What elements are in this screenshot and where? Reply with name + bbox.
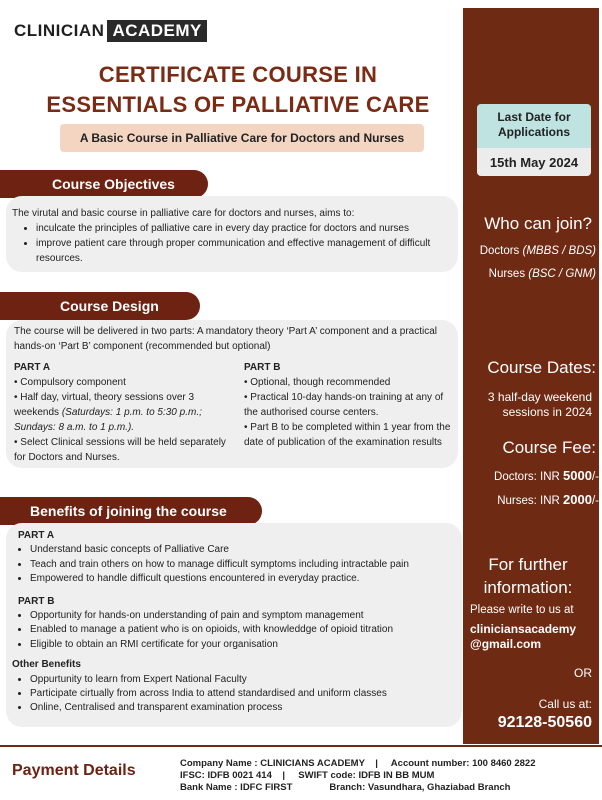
design-intro: The course will be delivered in two parts: A mandatory theory ‘Part A’ component and a practical hands-on ‘Part B’ component (recommended but optional)	[14, 326, 437, 352]
email-link[interactable]: cliniciansacademy @gmail.com	[470, 622, 577, 651]
logo-text-academy: ACADEMY	[107, 20, 206, 42]
page-title	[14, 60, 462, 120]
who-nurses-label: Nurses	[488, 268, 529, 280]
design-part-a-item: Half day, virtual, theory sessions over 3 weekends	[14, 392, 195, 418]
fee-doctors-amount: 5000	[563, 468, 592, 483]
benefits-part-b-title: PART B	[18, 595, 55, 607]
who-heading: Who can join?	[484, 214, 592, 233]
who-nurses	[466, 268, 596, 280]
payment-line-2: IFSC: IDFB 0021 414 | SWIFT code: IDFB IN BB MUM	[180, 770, 435, 781]
benefits-content	[12, 529, 458, 716]
payment-line-1: Company Name : CLINICIANS ACADEMY | Account number: 100 8460 2822	[180, 758, 536, 769]
benefit-item: • Eligible to obtain an RMI certificate for your organisation	[30, 638, 458, 652]
logo	[14, 20, 207, 42]
or-text: OR	[574, 666, 592, 680]
objectives-intro: The virutal and basic course in palliative care for doctors and nurses, aims to:	[12, 208, 355, 219]
write-text: Please write to us at	[470, 604, 574, 616]
fee-doctors-suffix: /-	[591, 471, 599, 483]
payment-info	[180, 758, 535, 794]
title-line-2: ESSENTIALS OF PALLIATIVE CARE	[46, 92, 430, 117]
benefit-item: • Participate cirtually from across India to attend standardised and uniform classes	[30, 687, 458, 701]
fee-nurses-suffix: /-	[591, 495, 599, 507]
objectives-content	[12, 206, 452, 266]
objective-item: • inculcate the principles of palliative care in every day practice for doctors and nurses	[36, 221, 452, 236]
design-part-b-item: Practical 10-day hands-on training at any of the authorised course centers.	[244, 392, 444, 418]
benefit-item: • Online, Centralised and transparent examination process	[30, 701, 458, 715]
deadline-date: 15th May 2024	[477, 148, 591, 176]
benefit-item: • Oppurtunity to learn from Expert National Faculty	[30, 673, 458, 687]
benefit-item: • Opportunity for hands-on understanding of pain and symptom management	[30, 609, 458, 623]
dates-text: 3 half-day weekend sessions in 2024	[487, 390, 592, 419]
deadline-box	[477, 104, 591, 176]
footer-divider	[0, 745, 602, 747]
dates-heading: Course Dates:	[487, 358, 596, 377]
fee-nurses-amount: 2000	[563, 492, 592, 507]
benefits-heading: Benefits of joining the course	[0, 497, 262, 525]
deadline-label: Last Date for Applications	[477, 104, 591, 148]
subtitle-banner: A Basic Course in Palliative Care for Doctors and Nurses	[60, 124, 424, 152]
payment-heading: Payment Details	[12, 762, 136, 779]
design-part-a: PART A • Compulsory component • Half day, virtual, theory sessions over 3 weekends (Saturdays: 1 p.m. to 5:30 p.m.; Sundays: 8 a.m. to 1 p.m.). • Select Clinical sessions will be held separately for Doctors and Nurses.	[14, 360, 236, 465]
call-text: Call us at:	[538, 697, 592, 711]
design-part-a-title: PART A	[14, 362, 51, 373]
payment-line-3: Bank Name : IDFC FIRST Branch: Vasundhara, Ghaziabad Branch	[180, 782, 511, 793]
who-doctors-label: Doctors	[479, 245, 523, 257]
benefit-item: • Enabled to manage a patient who is on opioids, with knowleddge of opioid titration	[30, 623, 458, 637]
fee-nurses	[466, 492, 599, 507]
design-part-b-title: PART B	[244, 362, 281, 373]
design-part-b: PART B • Optional, though recommended • Practical 10-day hands-on training at any of the authorised course centers. • Part B to be completed within 1 year from the date of publication of the examination results	[244, 360, 454, 450]
objectives-heading: Course Objectives	[0, 170, 208, 198]
design-part-b-item: Part B to be completed within 1 year from the date of publication of the examination results	[244, 422, 451, 448]
who-nurses-qual: (BSC / GNM)	[528, 268, 596, 280]
who-doctors	[466, 245, 596, 257]
benefit-item: • Teach and train others on how to manage difficult symptoms including intractable pain	[30, 558, 458, 572]
design-part-b-item: Optional, though recommended	[250, 377, 391, 388]
benefit-item: • Understand basic concepts of Palliative Care	[30, 543, 458, 557]
title-line-1: CERTIFICATE COURSE IN	[98, 62, 378, 87]
design-part-a-item: Compulsory component	[20, 377, 126, 388]
info-heading: For further information:	[483, 555, 573, 597]
fee-nurses-label: Nurses: INR	[497, 495, 564, 507]
design-heading: Course Design	[0, 292, 200, 320]
fee-doctors-label: Doctors: INR	[494, 471, 564, 483]
who-doctors-qual: (MBBS / BDS)	[522, 245, 596, 257]
phone-number[interactable]: 92128-50560	[497, 714, 592, 731]
benefits-part-a-title: PART A	[18, 530, 55, 541]
design-part-a-item: Select Clinical sessions will be held separately for Doctors and Nurses.	[14, 437, 226, 463]
logo-text-clinician: CLINICIAN	[14, 21, 105, 40]
design-part-a-schedule: (Saturdays: 1 p.m. to 5:30 p.m.; Sundays: 8 a.m. to 1 p.m.).	[14, 407, 202, 433]
benefits-other-title: Other Benefits	[12, 659, 81, 671]
fee-heading: Course Fee:	[502, 438, 596, 457]
benefit-item: • Empowered to handle difficult questions encountered in everyday practice.	[30, 572, 458, 586]
fee-doctors	[466, 468, 599, 483]
objective-item: • improve patient care through proper communication and effective management of difficult resources.	[36, 236, 452, 266]
